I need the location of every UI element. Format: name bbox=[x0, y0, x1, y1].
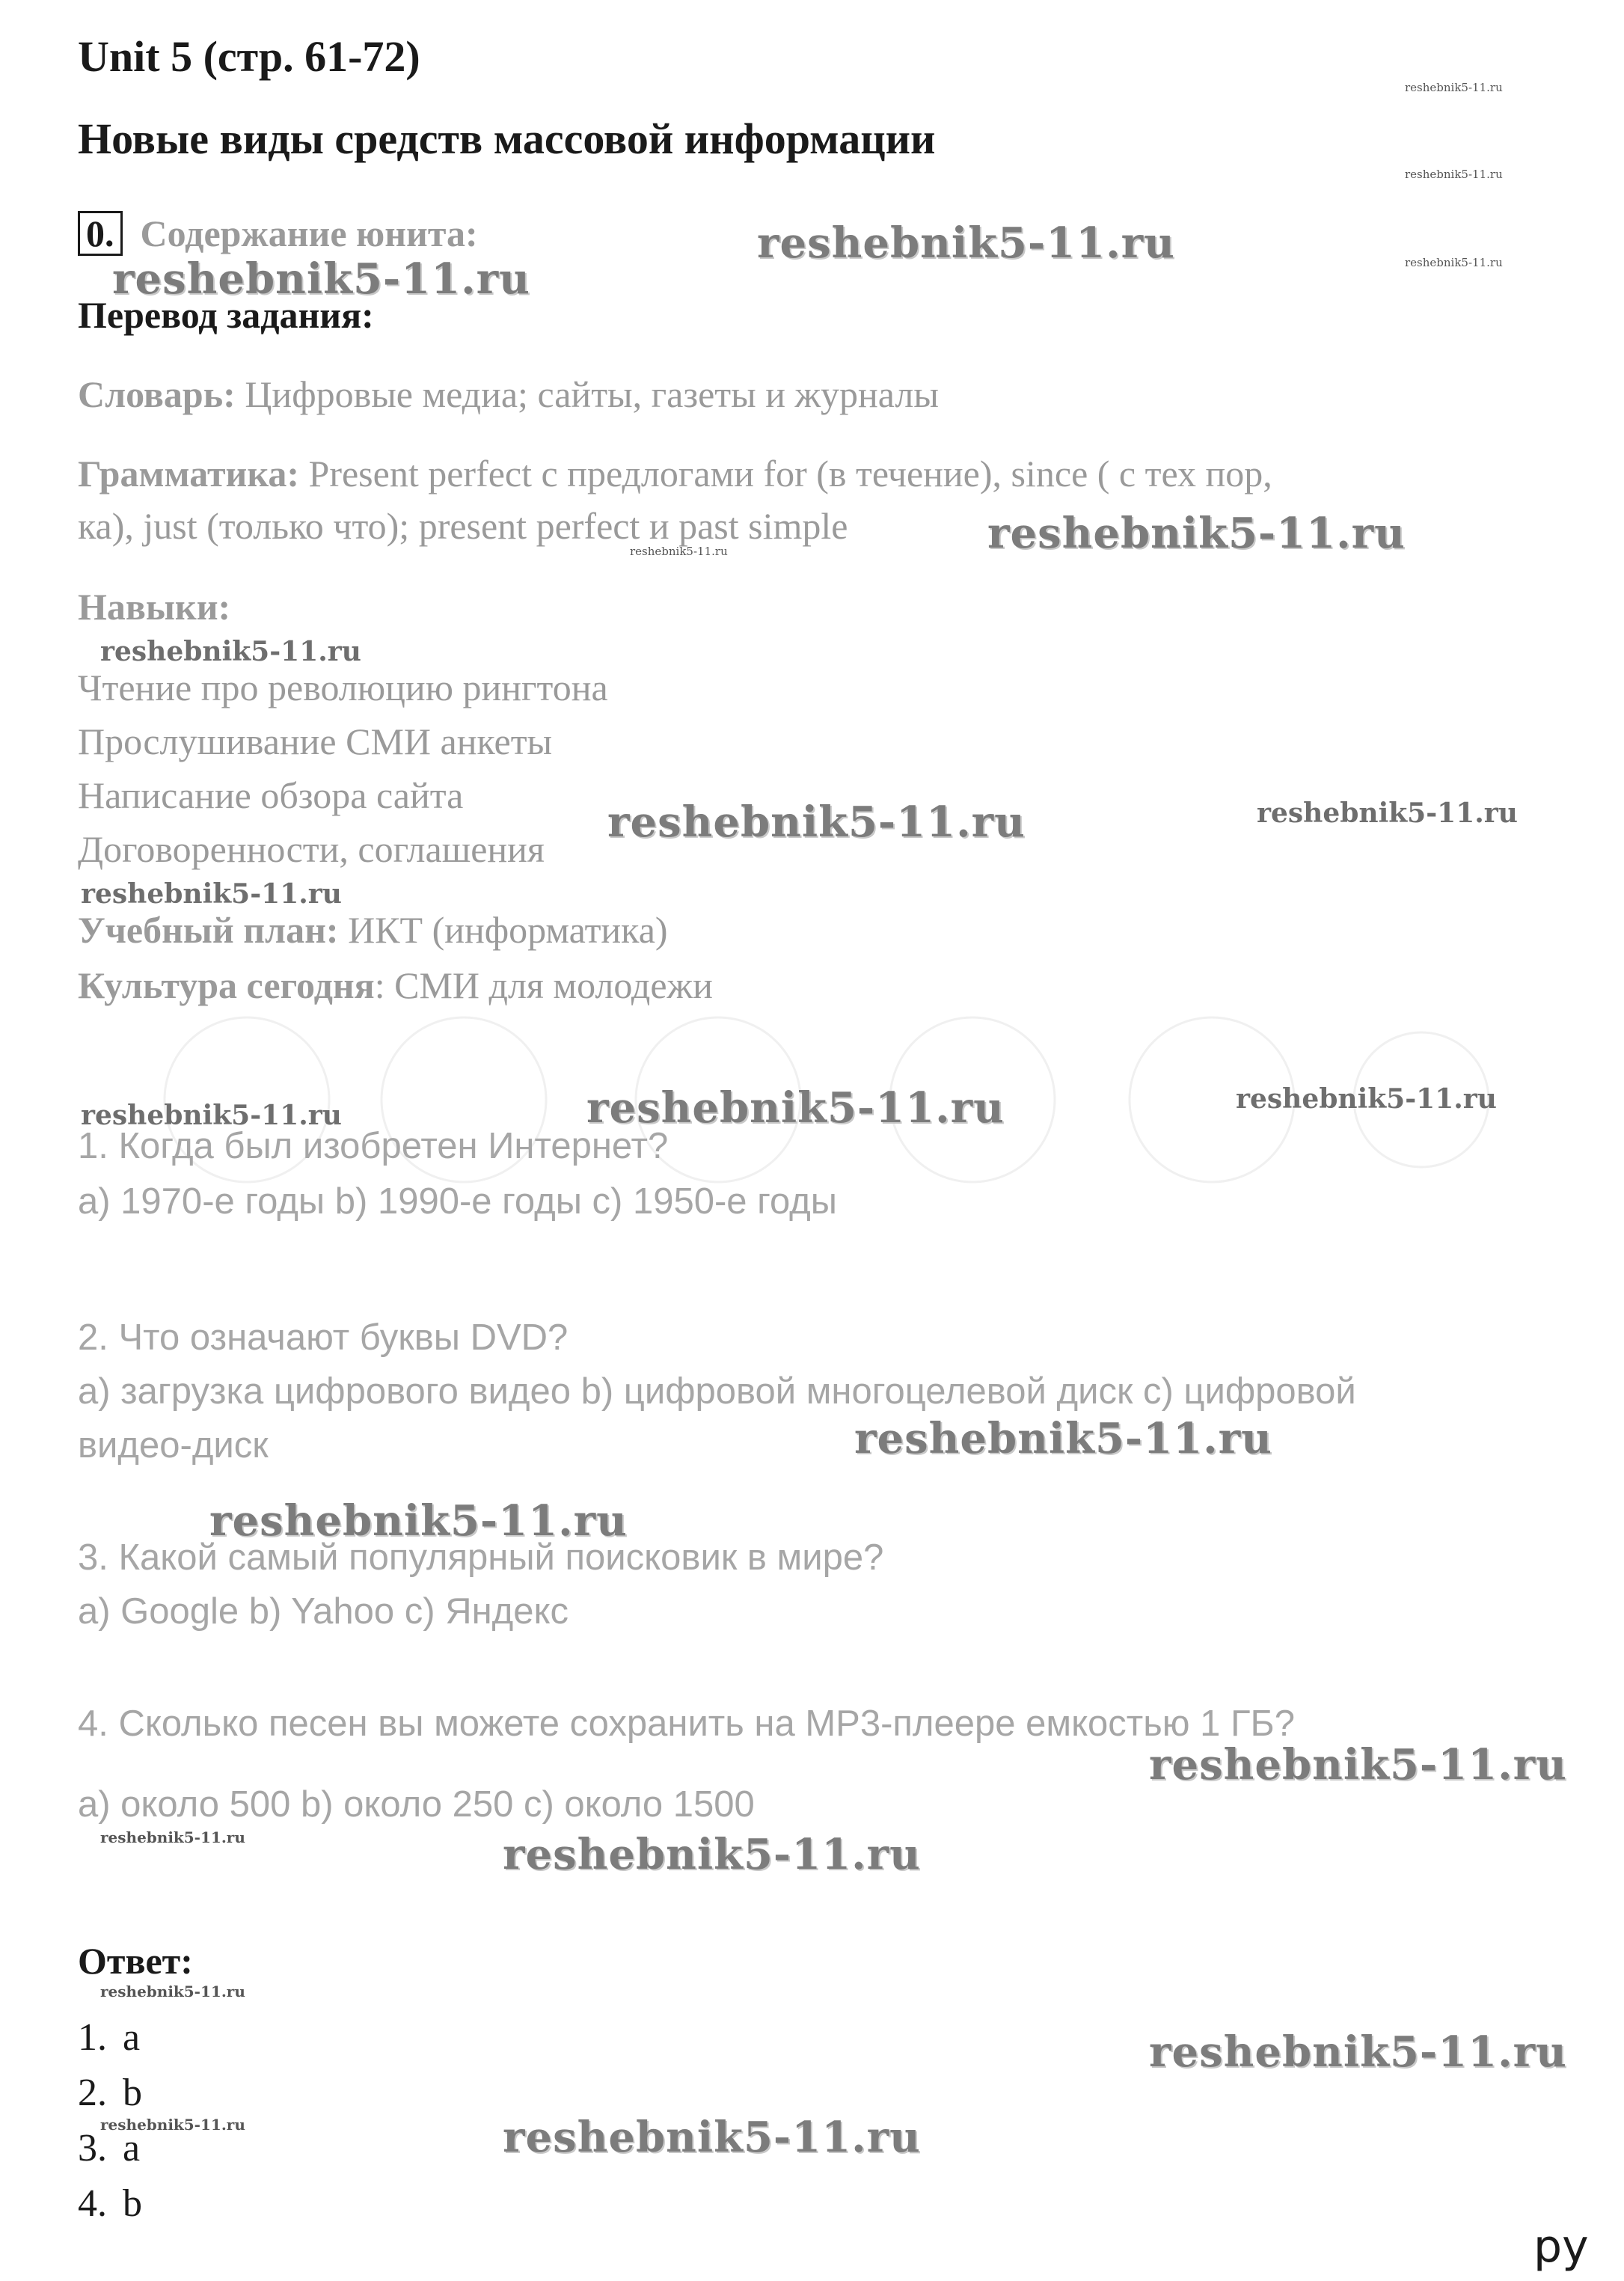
culture-label: Культура сегодня bbox=[78, 964, 375, 1006]
grammar-text-1: Present perfect с предлогами for (в течение), since ( с тех пор, bbox=[299, 453, 1272, 495]
watermark: reshebnik5-11.ru bbox=[607, 797, 1026, 847]
watermark: reshebnik5-11.ru bbox=[100, 1983, 245, 2000]
watermark: reshebnik5-11.ru bbox=[1149, 1740, 1567, 1789]
question-2-options: a) загрузка цифрового видео b) цифровой многоцелевой диск c) цифровой bbox=[78, 1371, 1356, 1412]
translation-heading: Перевод задания: bbox=[78, 294, 374, 336]
watermark: reshebnik5-11.ru bbox=[854, 1414, 1272, 1463]
watermark: reshebnik5-11.ru bbox=[81, 878, 342, 910]
question-4: 4. Сколько песен вы можете сохранить на MP3-плеере емкостью 1 ГБ? bbox=[78, 1703, 1295, 1744]
skill-item: Написание обзора сайта bbox=[78, 774, 464, 816]
watermark: reshebnik5-11.ru bbox=[1405, 81, 1503, 94]
skill-item: Прослушивание СМИ анкеты bbox=[78, 720, 553, 762]
curriculum-line bbox=[78, 908, 668, 952]
watermark: reshebnik5-11.ru bbox=[112, 254, 530, 304]
watermark: reshebnik5-11.ru bbox=[1405, 168, 1503, 181]
watermark: reshebnik5-11.ru bbox=[100, 2116, 245, 2134]
skill-item: Чтение про революцию рингтона bbox=[78, 667, 608, 708]
answer-item: 1. a bbox=[78, 2016, 141, 2059]
watermark: reshebnik5-11.ru bbox=[503, 2113, 921, 2162]
contents-row bbox=[78, 211, 478, 256]
watermark: reshebnik5-11.ru bbox=[1236, 1083, 1497, 1115]
watermark: reshebnik5-11.ru bbox=[987, 509, 1406, 558]
watermark: reshebnik5-11.ru bbox=[586, 1083, 1005, 1133]
watermark: reshebnik5-11.ru bbox=[100, 636, 361, 667]
watermark: reshebnik5-11.ru bbox=[630, 545, 728, 558]
skills-label: Навыки: bbox=[78, 586, 231, 628]
question-2: 2. Что означают буквы DVD? bbox=[78, 1317, 569, 1358]
grammar-line-2: ка), just (только что); present perfect и past simple bbox=[78, 505, 848, 547]
answer-heading: Ответ: bbox=[78, 1940, 193, 1982]
vocabulary-line bbox=[78, 373, 939, 416]
culture-line bbox=[78, 964, 713, 1007]
watermark: reshebnik5-11.ru bbox=[1257, 797, 1518, 829]
question-3: 3. Какой самый популярный поисковик в мире? bbox=[78, 1537, 884, 1578]
section-number-box: 0. bbox=[78, 211, 123, 256]
contents-heading: Содержание юнита: bbox=[140, 212, 478, 254]
skill-item: Договоренности, соглашения bbox=[78, 828, 545, 870]
page-number: ру bbox=[1533, 2220, 1589, 2273]
watermark: reshebnik5-11.ru bbox=[100, 1828, 245, 1846]
answer-item: 2. b bbox=[78, 2072, 142, 2114]
watermark: reshebnik5-11.ru bbox=[1149, 2027, 1567, 2077]
question-2-options-cont: видео-диск bbox=[78, 1425, 269, 1466]
watermark: reshebnik5-11.ru bbox=[209, 1496, 628, 1546]
culture-text: : СМИ для молодежи bbox=[374, 964, 713, 1006]
answer-item: 3. a bbox=[78, 2127, 141, 2170]
watermark: reshebnik5-11.ru bbox=[757, 218, 1175, 268]
curriculum-text: ИКТ (информатика) bbox=[338, 909, 668, 951]
watermark: reshebnik5-11.ru bbox=[81, 1100, 342, 1131]
curriculum-label: Учебный план: bbox=[78, 909, 339, 951]
vocabulary-text: Цифровые медиа; сайты, газеты и журналы bbox=[235, 373, 939, 415]
answer-item: 4. b bbox=[78, 2182, 142, 2225]
watermark: reshebnik5-11.ru bbox=[1405, 256, 1503, 269]
grammar-label: Грамматика: bbox=[78, 453, 300, 495]
question-1-options: a) 1970-е годы b) 1990-е годы c) 1950-е годы bbox=[78, 1181, 837, 1222]
vocabulary-label: Словарь: bbox=[78, 373, 236, 415]
question-1: 1. Когда был изобретен Интернет? bbox=[78, 1126, 669, 1166]
unit-title: Unit 5 (стр. 61-72) bbox=[78, 32, 420, 81]
question-3-options: a) Google b) Yahoo c) Яндекс bbox=[78, 1591, 569, 1632]
watermark: reshebnik5-11.ru bbox=[503, 1830, 921, 1879]
grammar-line-1 bbox=[78, 452, 1272, 495]
topic-title: Новые виды средств массовой информации bbox=[78, 114, 936, 163]
question-4-options: a) около 500 b) около 250 c) около 1500 bbox=[78, 1784, 755, 1825]
